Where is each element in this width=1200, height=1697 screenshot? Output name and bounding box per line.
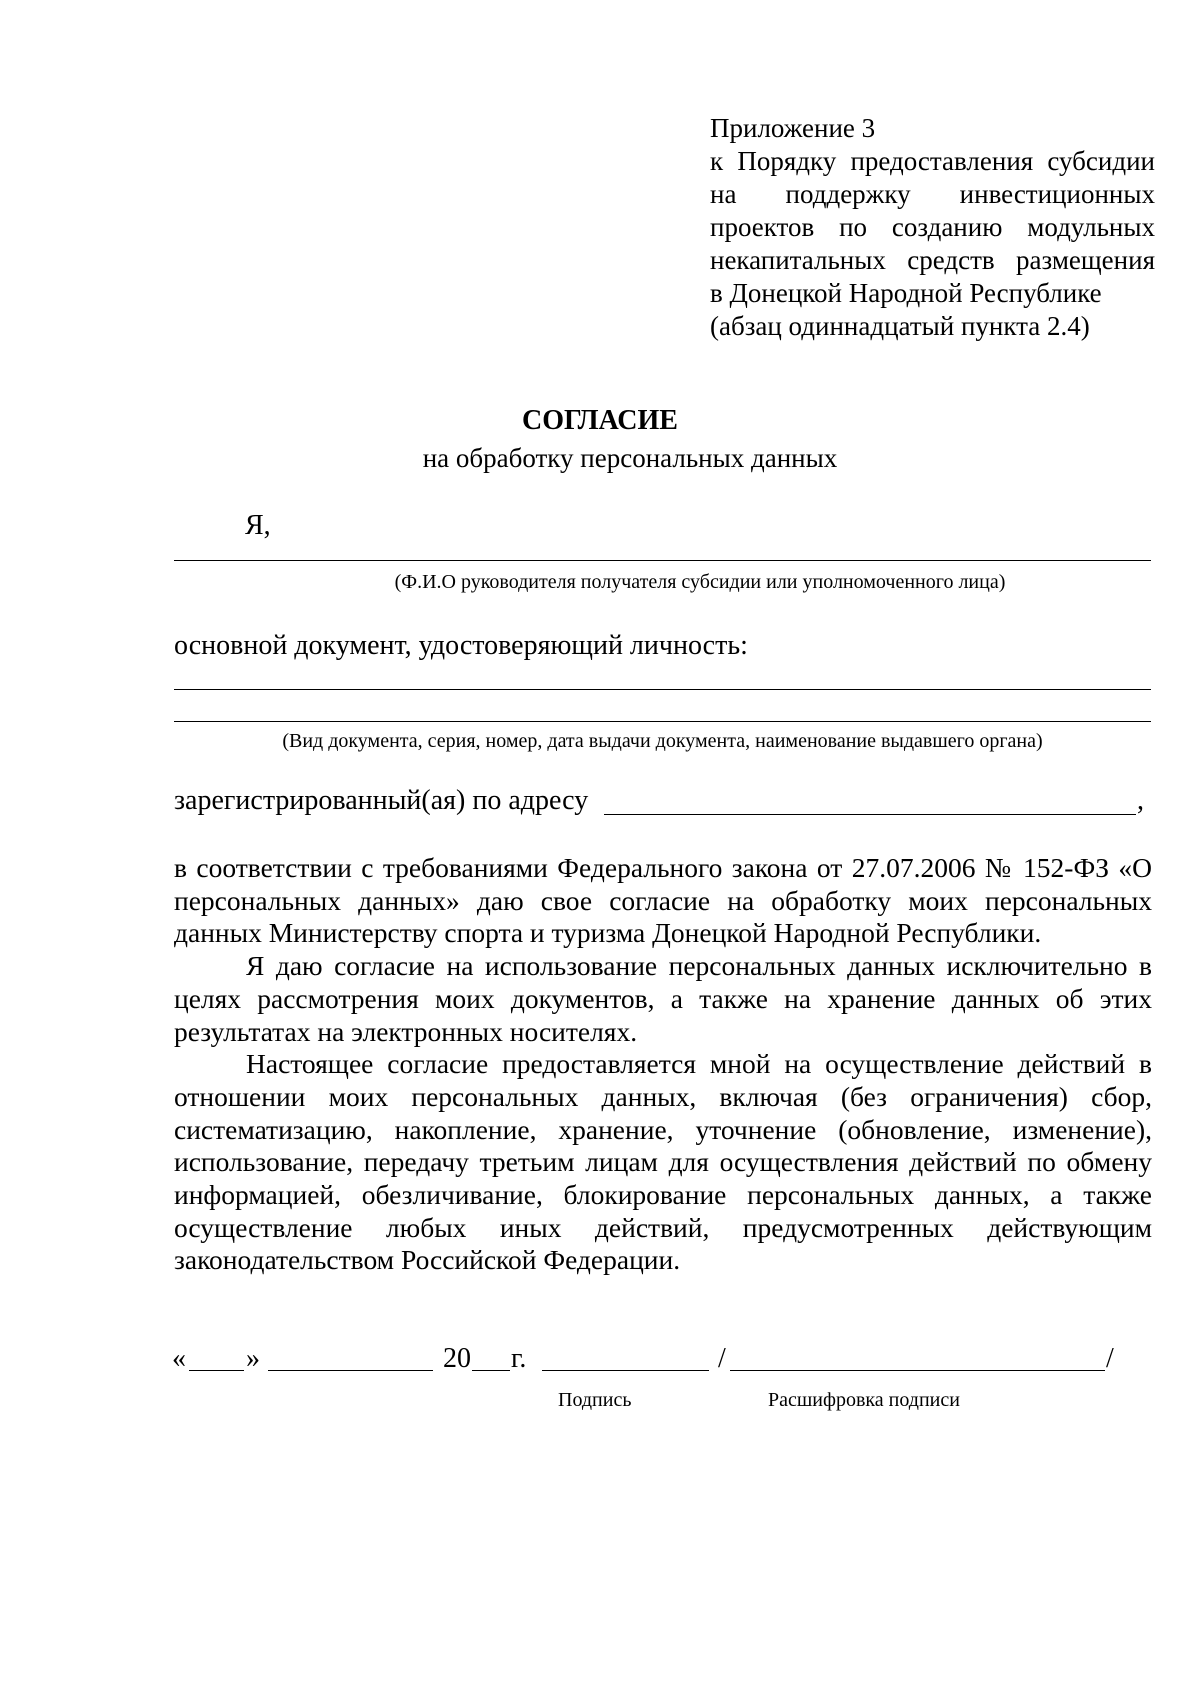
date-close-quote: » [246, 1343, 260, 1374]
document-label: основной документ, удостоверяющий личность: [174, 630, 748, 661]
appendix-line: проектов по созданию модульных [710, 212, 1155, 242]
address-label: зарегистрированный(ая) по адресу [174, 785, 589, 816]
paragraph-actions-consent: Настоящее согласие предоставляется мной на осуществление действий в отношении моих персональных данных, включая (без ограничения) сбор, систематизацию, накопление, хранение, уточнение (обновление, изменение), использование, передачу третьим лицам для осуществления действий по обмену информацией, обезличивание, блокирование персональных данных, а также осуществление любых иных действий, предусмотренных действующим законодательством Российской Федерации. [174, 1048, 1152, 1276]
document-title: СОГЛАСИЕ [522, 405, 678, 436]
decoding-caption: Расшифровка подписи [768, 1389, 960, 1411]
ya-label: Я, [245, 510, 271, 541]
fio-input-line[interactable] [174, 560, 1151, 561]
appendix-line: к Порядку предоставления субсидии [710, 146, 1155, 176]
slash-right: / [1106, 1343, 1114, 1374]
document-caption: (Вид документа, серия, номер, дата выдачи документа, наименование выдавшего органа) [282, 730, 1043, 752]
year-input-line[interactable] [472, 1370, 510, 1371]
year-prefix: 20 [443, 1343, 471, 1374]
paragraph-usage-consent: Я даю согласие на использование персональных данных исключительно в целях рассмотрения моих документов, а также на хранение данных об этих результатах на электронных носителях. [174, 950, 1152, 1047]
document-subtitle: на обработку персональных данных [422, 443, 838, 473]
appendix-line: некапитальных средств размещения [710, 245, 1155, 275]
appendix-block [710, 112, 1155, 343]
document-input-line-2[interactable] [174, 721, 1151, 722]
slash-left: / [718, 1343, 726, 1374]
signature-caption: Подпись [558, 1389, 632, 1411]
consent-body [174, 852, 1152, 1277]
paragraph-law-reference: в соответствии с требованиями Федерального закона от 27.07.2006 № 152-ФЗ «О персональных данных» даю свое согласие на обработку моих персональных данных Министерству спорта и туризма Донецкой Народной Республики. [174, 852, 1152, 949]
appendix-line: в Донецкой Народной Республике [710, 278, 1102, 308]
appendix-line: (абзац одиннадцатый пункта 2.4) [710, 311, 1090, 341]
address-comma: , [1137, 785, 1144, 816]
appendix-line: на поддержку инвестиционных [710, 179, 1155, 209]
appendix-line: Приложение 3 [710, 113, 876, 143]
date-open-quote: « [172, 1343, 186, 1374]
document-input-line-1[interactable] [174, 689, 1151, 690]
year-suffix: г. [511, 1343, 527, 1374]
fio-caption: (Ф.И.О руководителя получателя субсидии или уполномоченного лица) [394, 571, 1006, 593]
decoding-input-line[interactable] [730, 1370, 1105, 1371]
address-input-line[interactable] [604, 814, 1136, 815]
day-input-line[interactable] [189, 1370, 244, 1371]
signature-input-line[interactable] [542, 1370, 709, 1371]
month-input-line[interactable] [268, 1370, 433, 1371]
